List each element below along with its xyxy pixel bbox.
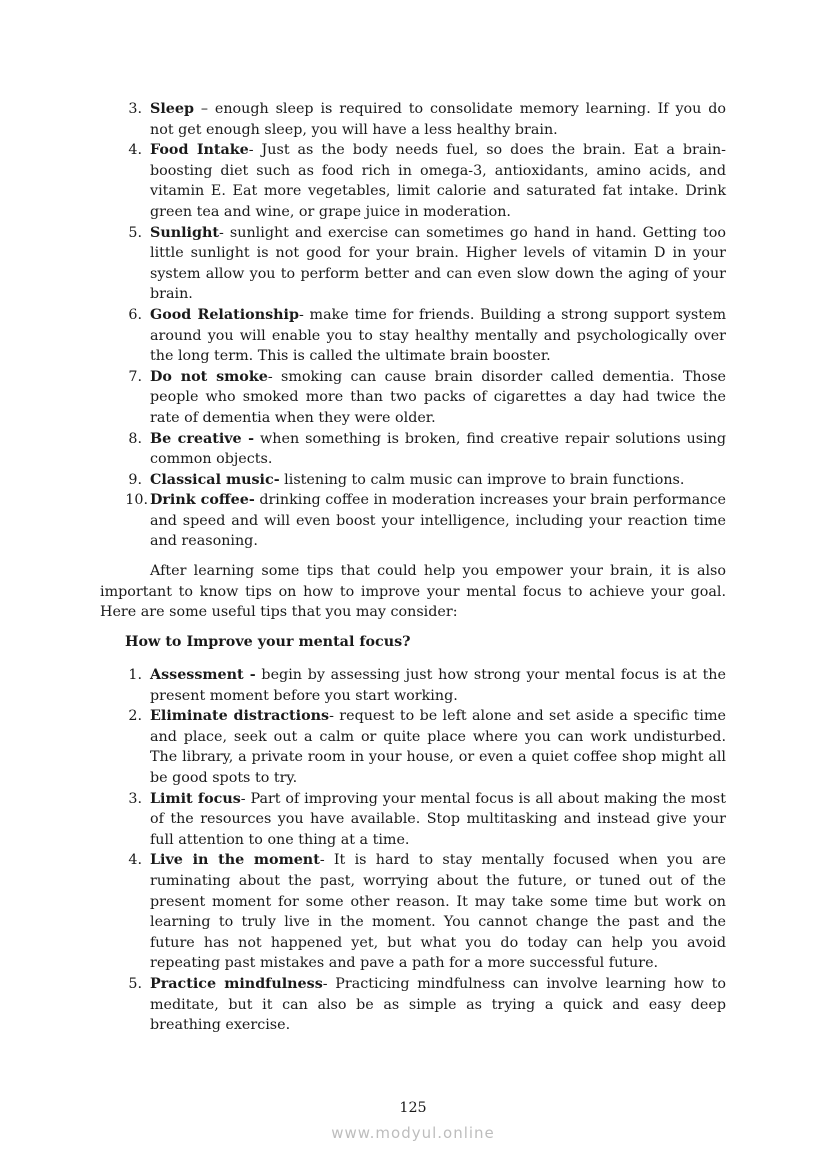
item-term: Drink coffee- <box>150 492 255 509</box>
list-item <box>0 367 726 429</box>
page-number: 125 <box>399 1100 427 1116</box>
item-text: listening to calm music can improve to brain functions. <box>279 471 685 488</box>
item-text: - It is hard to stay mentally focused when you are ruminating about the past, worrying about the future, or tuned out of the present moment for some other reason. It may take some time but work on learning to truly live in the moment. You cannot change the past and the future has not happened yet, but what you do today can help you avoid repeating past mistakes and pave a path for a more successful future. <box>150 852 726 972</box>
item-number: 2. <box>128 708 142 725</box>
item-term: Eliminate distractions <box>150 708 330 725</box>
item-term: Limit focus <box>150 790 241 807</box>
item-term: Live in the moment <box>150 852 320 869</box>
item-number: 3. <box>128 101 142 117</box>
item-number: 7. <box>128 368 142 385</box>
item-number: 9. <box>128 471 142 488</box>
item-text: - Just as the body needs fuel, so does the brain. Eat a brain-boosting diet such as food rich in omega-3, antioxidants, amino acids, and vitamin E. Eat more vegetables, limit calorie and saturated fat intake. Drink green tea and wine, or grape juice in moderation. <box>150 142 726 220</box>
item-term: Assessment - <box>150 667 256 683</box>
item-number: 6. <box>128 306 142 323</box>
item-term: Be creative - <box>150 430 255 447</box>
intro-paragraph: After learning some tips that could help you empower your brain, it is also important to know tips on how to improve your mental focus to achieve your goal. Here are some useful tips that you may consider: <box>100 563 726 621</box>
list-item <box>0 99 726 140</box>
item-text: - Part of improving your mental focus is all about making the most of the resources you have available. Stop multitasking and instead give your full attention to one thing at a time. <box>150 790 726 848</box>
item-term: Food Intake <box>150 142 249 159</box>
list-item <box>0 490 726 552</box>
item-number: 3. <box>128 790 142 807</box>
item-text: - smoking can cause brain disorder called dementia. Those people who smoked more than two packs of cigarettes a day had twice the rate of dementia when they were older. <box>150 368 727 426</box>
item-term: Sleep <box>150 101 194 117</box>
item-text: - Practicing mindfulness can involve learning how to meditate, but it can also be as simple as trying a quick and easy deep breathing exercise. <box>150 975 726 1034</box>
brain-tips-list <box>0 99 826 552</box>
item-text: - request to be left alone and set aside a specific time and place, seek out a calm or quite place where you can work undisturbed. The library, a private room in your house, or even a quiet coffee shop might all be good spots to try. <box>150 708 726 786</box>
item-number: 8. <box>128 430 142 447</box>
item-text: - sunlight and exercise can sometimes go hand in hand. Getting too little sunlight is not good for your brain. Higher levels of vitamin D in your system allow you to perform better and can even slow down the aging of your brain. <box>150 224 726 303</box>
item-term: Good Relationship <box>150 306 299 323</box>
list-item <box>0 305 726 367</box>
item-number: 5. <box>128 975 142 992</box>
list-item <box>0 665 726 706</box>
list-item <box>0 974 726 1036</box>
item-number: 5. <box>128 224 142 241</box>
item-term: Sunlight <box>150 224 219 241</box>
item-text: - make time for friends. Building a strong support system around you will enable you to stay healthy mentally and psychologically over the long term. This is called the ultimate brain booster. <box>150 306 727 365</box>
focus-tips-list <box>0 665 826 1036</box>
item-number: 4. <box>128 852 142 869</box>
item-number: 1. <box>128 667 142 683</box>
item-text: – enough sleep is required to consolidate memory learning. If you do not get enough sleep, you will have a less healthy brain. <box>150 101 726 138</box>
list-item <box>0 789 726 851</box>
item-text: drinking coffee in moderation increases your brain performance and speed and will even boost your intelligence, including your reaction time and reasoning. <box>150 492 727 550</box>
item-term: Practice mindfulness <box>150 975 323 992</box>
item-text: begin by assessing just how strong your mental focus is at the present moment before you start working. <box>150 667 726 704</box>
list-item <box>0 706 726 788</box>
section-heading: How to Improve your mental focus? <box>125 634 411 650</box>
watermark: www.modyul.online <box>331 1124 495 1142</box>
list-item <box>0 470 726 491</box>
item-text: when something is broken, find creative repair solutions using common objects. <box>150 430 727 468</box>
list-item <box>0 429 726 470</box>
item-number: 4. <box>128 142 142 159</box>
item-number: 10. <box>125 492 148 509</box>
list-item <box>0 140 726 222</box>
item-term: Do not smoke <box>150 368 268 385</box>
list-item <box>0 850 726 974</box>
item-term: Classical music- <box>150 471 280 488</box>
list-item <box>0 223 726 305</box>
